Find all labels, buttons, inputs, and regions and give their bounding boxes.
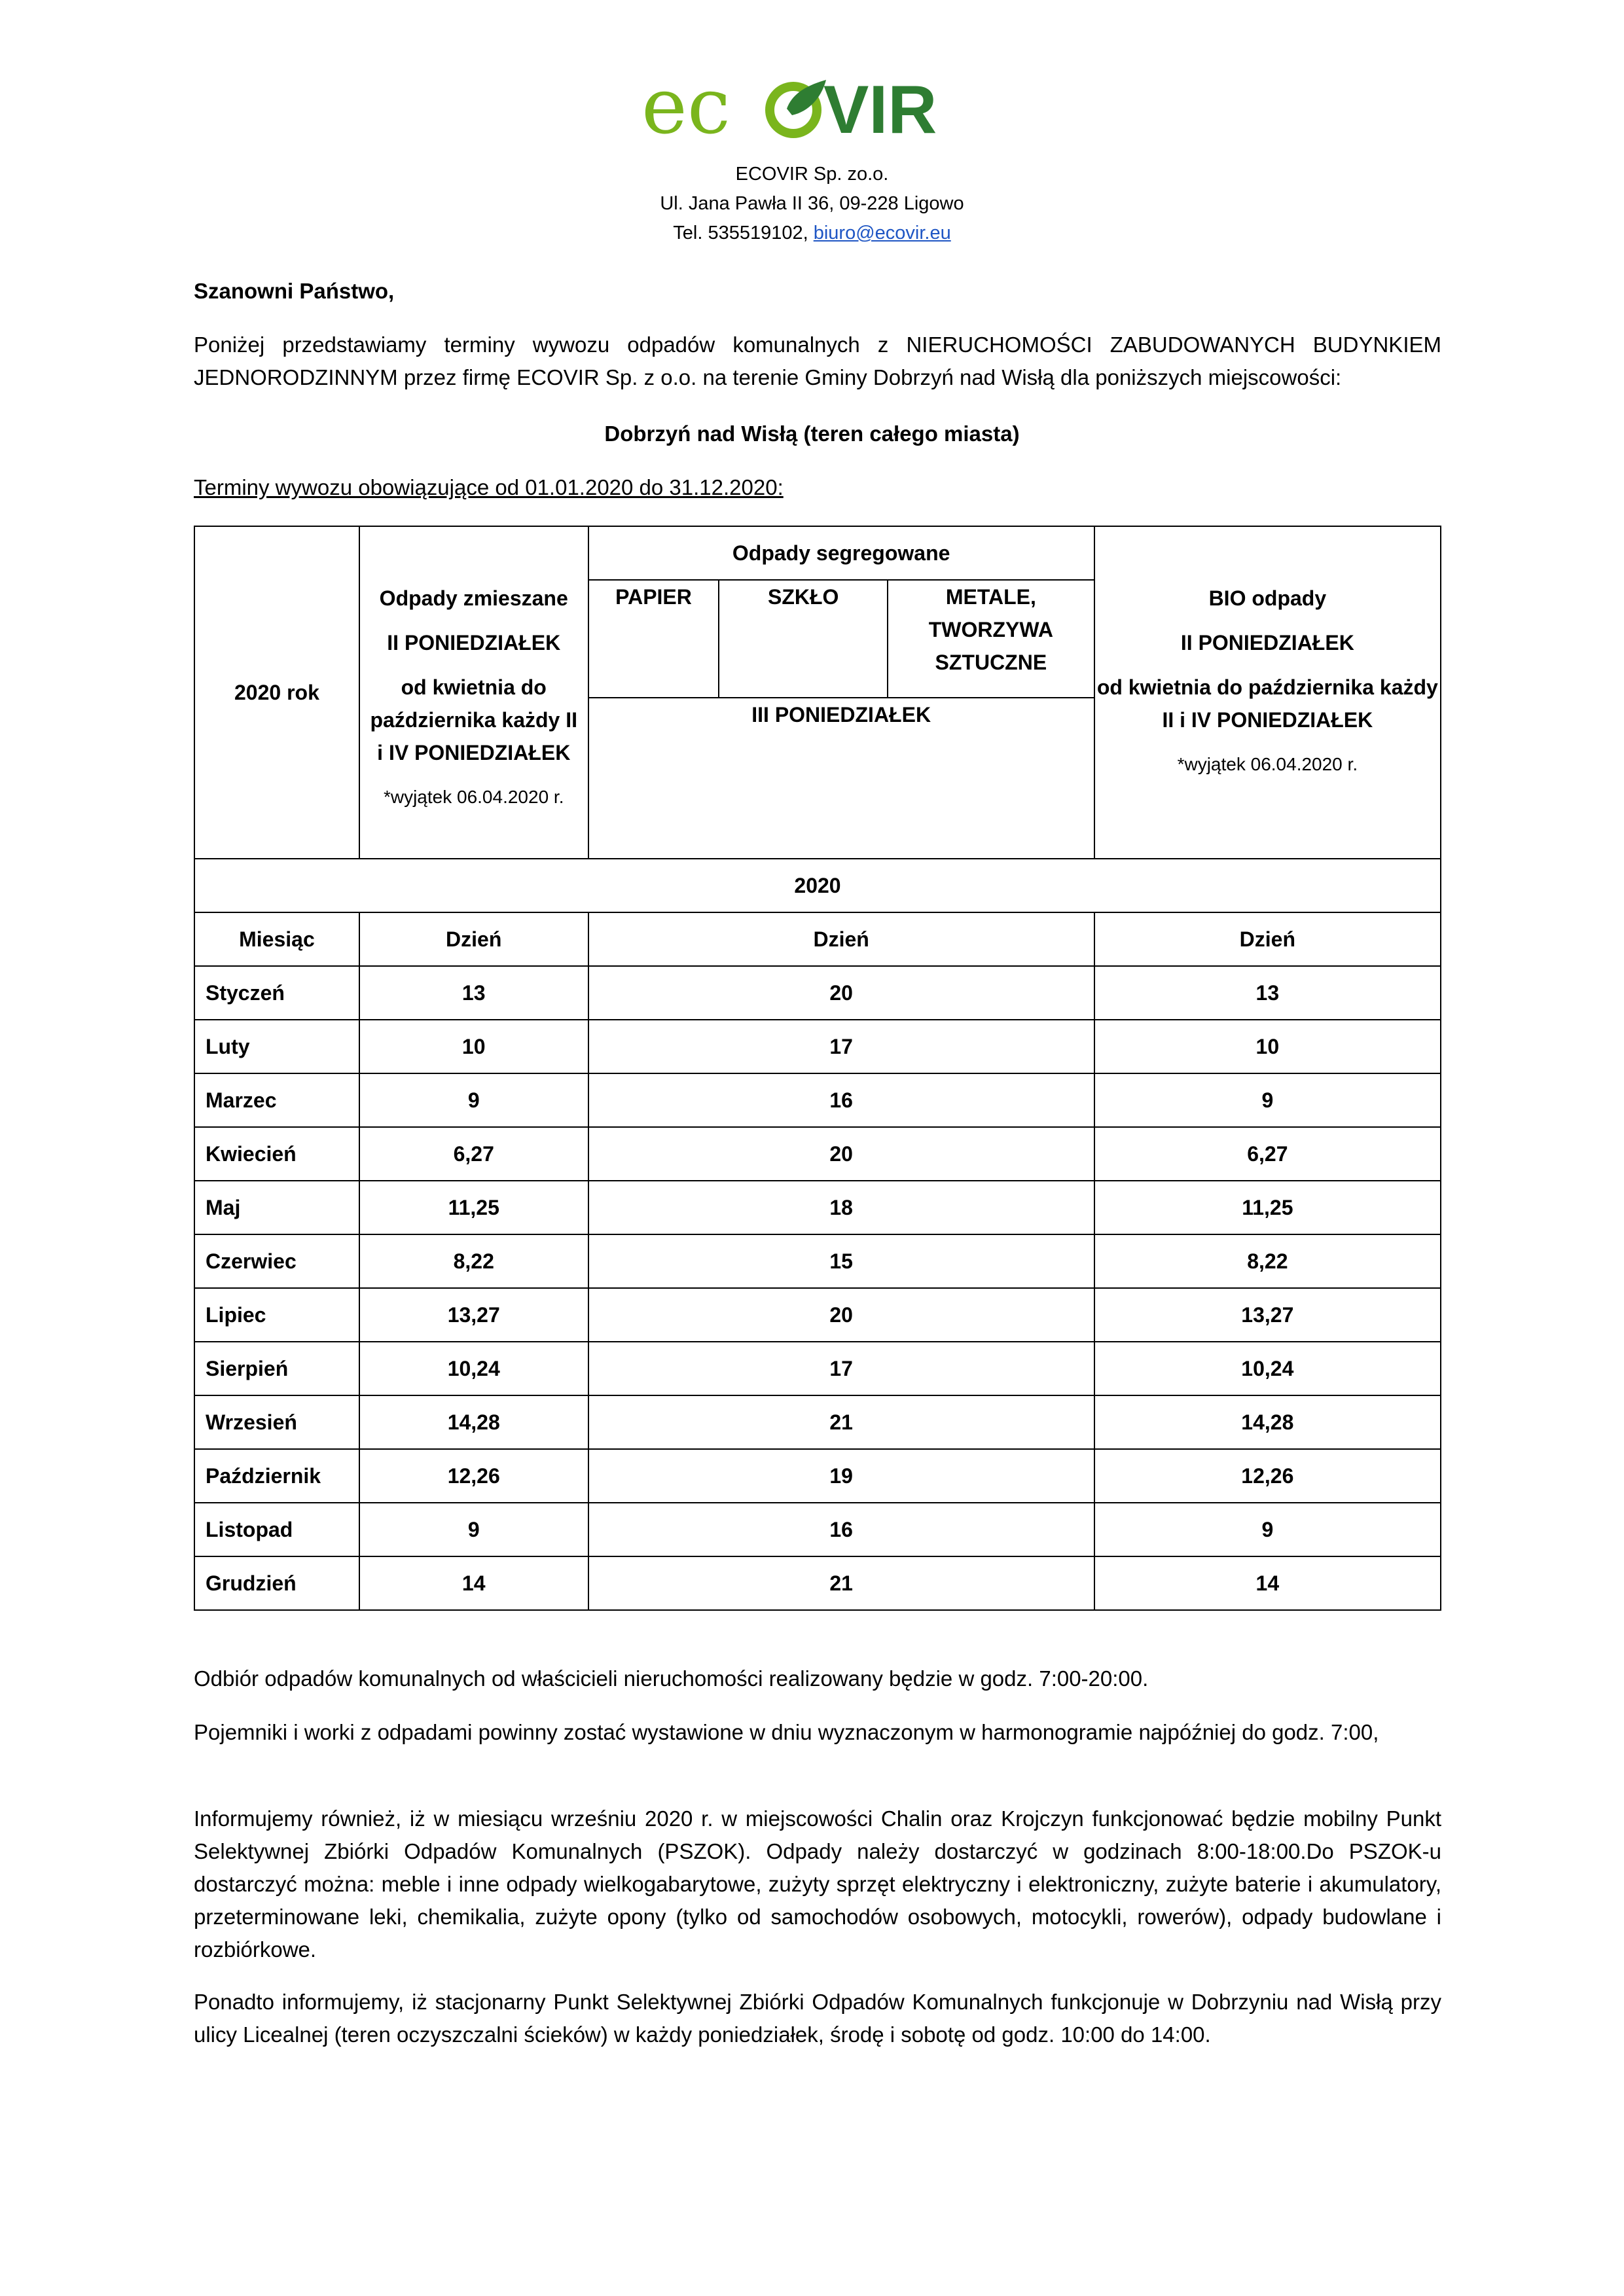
- metals-plastics-header: [888, 580, 1094, 698]
- bio-day-cell: 10,24: [1094, 1342, 1441, 1395]
- segregated-day-cell: 20: [588, 1288, 1094, 1342]
- mixed-waste-header: [359, 526, 588, 859]
- segregated-day-cell: 17: [588, 1342, 1094, 1395]
- month-cell: Marzec: [194, 1073, 359, 1127]
- mixed-waste-exception: *wyjątek 06.04.2020 r.: [383, 787, 564, 807]
- table-row: [194, 1234, 1441, 1288]
- month-cell: Sierpień: [194, 1342, 359, 1395]
- year-row: [194, 859, 1441, 912]
- company-phone: Tel. 535519102,: [673, 223, 808, 243]
- mixed-waste-title: Odpady zmieszane: [379, 586, 568, 610]
- month-cell: Luty: [194, 1020, 359, 1073]
- mixed-day-cell: 9: [359, 1503, 588, 1556]
- segregated-day-cell: 20: [588, 1127, 1094, 1181]
- schedule-table: [194, 526, 1441, 1611]
- bio-day-cell: 9: [1094, 1503, 1441, 1556]
- bio-day-cell: 14,28: [1094, 1395, 1441, 1449]
- intro-paragraph: Poniżej przedstawiamy terminy wywozu odpadów komunalnych z NIERUCHOMOŚCI ZABUDOWANYCH BUDYNKIEM JEDNORODZINNYM przez firmę ECOVIR Sp. z o.o. na terenie Gminy Dobrzyń nad Wisłą dla poniższych miejscowości:: [194, 332, 1441, 389]
- stationary-pszok-paragraph: Ponadto informujemy, iż stacjonarny Punkt Selektywnej Zbiórki Odpadów Komunalnych funkcjonuje w Dobrzyniu nad Wisłą przy ulicy Licealnej (teren oczyszczalni ścieków) w każdy poniedziałek, środę i sobotę od godz. 10:00 do 14:00.: [194, 1990, 1441, 2047]
- table-row: [194, 1342, 1441, 1395]
- ecovir-logo: [641, 71, 982, 143]
- segregated-day-cell: 19: [588, 1449, 1094, 1503]
- glass-label: SZKŁO: [767, 585, 839, 609]
- ecovir-logo-graphic: [641, 71, 982, 143]
- year-label: 2020 rok: [234, 681, 319, 704]
- segregated-day-cell: 21: [588, 1395, 1094, 1449]
- location-heading: Dobrzyń nad Wisłą (teren całego miasta): [604, 422, 1020, 446]
- mixed-day-cell: 14,28: [359, 1395, 588, 1449]
- table-row: [194, 1556, 1441, 1610]
- segregated-waste-header: [588, 526, 1094, 580]
- segregated-day-cell: 16: [588, 1073, 1094, 1127]
- month-cell: Listopad: [194, 1503, 359, 1556]
- bio-waste-header: [1094, 526, 1441, 859]
- company-address: Ul. Jana Pawła II 36, 09-228 Ligowo: [660, 193, 964, 214]
- segregated-day-cell: 16: [588, 1503, 1094, 1556]
- leaf-icon: [770, 80, 826, 134]
- column-headers-row: [194, 912, 1441, 966]
- month-cell: Kwiecień: [194, 1127, 359, 1181]
- table-row: [194, 1073, 1441, 1127]
- mixed-day-cell: 13,27: [359, 1288, 588, 1342]
- mixed-day-cell: 13: [359, 966, 588, 1020]
- table-row: [194, 1181, 1441, 1234]
- table-row: [194, 1127, 1441, 1181]
- month-cell: Wrzesień: [194, 1395, 359, 1449]
- mixed-day-cell: 6,27: [359, 1127, 588, 1181]
- table-row: [194, 1020, 1441, 1073]
- bio-day-cell: 8,22: [1094, 1234, 1441, 1288]
- logo-text-ec: ec: [641, 71, 731, 143]
- greeting: Szanowni Państwo,: [194, 279, 395, 303]
- table-row: [194, 1503, 1441, 1556]
- table-row: [194, 1449, 1441, 1503]
- bio-day-cell: 12,26: [1094, 1449, 1441, 1503]
- mixed-day-cell: 14: [359, 1556, 588, 1610]
- bio-day-cell: 13,27: [1094, 1288, 1441, 1342]
- header-day-segregated: Dzień: [588, 912, 1094, 966]
- month-cell: Maj: [194, 1181, 359, 1234]
- bio-day-cell: 6,27: [1094, 1127, 1441, 1181]
- company-name: ECOVIR Sp. zo.o.: [735, 164, 889, 185]
- paper-header: [588, 580, 719, 698]
- mixed-waste-day: II PONIEDZIAŁEK: [387, 631, 561, 655]
- collection-hours-paragraph: Odbiór odpadów komunalnych od właścicieli nieruchomości realizowany będzie w godz. 7:00-20:00.: [194, 1666, 1149, 1691]
- mobile-pszok-paragraph: Informujemy również, iż w miesiącu wrześniu 2020 r. w miejscowości Chalin oraz Krojczyn funkcjonować będzie mobilny Punkt Selektywnej Zbiórki Odpadów Komunalnych (PSZOK). Odpady należy dostarczyć w godzinach 8:00-18:00.Do PSZOK-u dostarczyć można: meble i inne odpady wielkogabarytowe, zużyty sprzęt elektryczny i elektroniczny, zużyte baterie i akumulatory, przeterminowane leki, chemikalia, zużyte opony (tylko od samochodów osobowych, motocykli, rowerów), odpady budowlane i rozbiórkowe.: [194, 1806, 1441, 1962]
- table-row: [194, 1288, 1441, 1342]
- company-info: [0, 160, 1624, 248]
- bio-waste-title: BIO odpady: [1208, 586, 1327, 610]
- mixed-day-cell: 9: [359, 1073, 588, 1127]
- year-label-cell: [194, 526, 359, 859]
- table-row: [194, 1395, 1441, 1449]
- bio-day-cell: 13: [1094, 966, 1441, 1020]
- month-cell: Czerwiec: [194, 1234, 359, 1288]
- mixed-day-cell: 11,25: [359, 1181, 588, 1234]
- logo-text-vir: VIR: [823, 72, 937, 143]
- validity-heading: Terminy wywozu obowiązujące od 01.01.2020 do 31.12.2020:: [194, 475, 784, 499]
- mixed-waste-season: od kwietnia do października każdy II i IV PONIEDZIAŁEK: [370, 675, 577, 764]
- bio-day-cell: 11,25: [1094, 1181, 1441, 1234]
- bio-day-cell: 10: [1094, 1020, 1441, 1073]
- bio-waste-season: od kwietnia do października każdy II i IV PONIEDZIAŁEK: [1096, 675, 1438, 732]
- paper-label: PAPIER: [615, 585, 692, 609]
- segregated-day-cell: 18: [588, 1181, 1094, 1234]
- segregated-day-cell: 15: [588, 1234, 1094, 1288]
- header-day-bio: Dzień: [1094, 912, 1441, 966]
- bio-waste-day: II PONIEDZIAŁEK: [1180, 631, 1354, 655]
- header-day-mixed: Dzień: [359, 912, 588, 966]
- mixed-day-cell: 10,24: [359, 1342, 588, 1395]
- month-cell: Październik: [194, 1449, 359, 1503]
- bio-day-cell: 9: [1094, 1073, 1441, 1127]
- metals-plastics-label: METALE, TWORZYWA SZTUCZNE: [928, 585, 1053, 674]
- year-row-label: 2020: [794, 874, 841, 897]
- mixed-day-cell: 10: [359, 1020, 588, 1073]
- segregated-day-cell: 17: [588, 1020, 1094, 1073]
- table-row: [194, 966, 1441, 1020]
- glass-header: [719, 580, 888, 698]
- bio-day-cell: 14: [1094, 1556, 1441, 1610]
- segregated-day-cell: [588, 698, 1094, 859]
- bio-waste-exception: *wyjątek 06.04.2020 r.: [1177, 754, 1358, 774]
- header-month: Miesiąc: [194, 912, 359, 966]
- segregated-day: III PONIEDZIAŁEK: [751, 703, 931, 726]
- company-email-link[interactable]: biuro@ecovir.eu: [813, 223, 951, 243]
- company-contact: [0, 219, 1624, 248]
- month-cell: Grudzień: [194, 1556, 359, 1610]
- segregated-day-cell: 20: [588, 966, 1094, 1020]
- containers-paragraph: Pojemniki i worki z odpadami powinny zostać wystawione w dniu wyznaczonym w harmonogramie najpóźniej do godz. 7:00,: [194, 1720, 1379, 1744]
- mixed-day-cell: 8,22: [359, 1234, 588, 1288]
- segregated-waste-title: Odpady segregowane: [732, 541, 950, 565]
- segregated-day-cell: 21: [588, 1556, 1094, 1610]
- mixed-day-cell: 12,26: [359, 1449, 588, 1503]
- month-cell: Styczeń: [194, 966, 359, 1020]
- month-cell: Lipiec: [194, 1288, 359, 1342]
